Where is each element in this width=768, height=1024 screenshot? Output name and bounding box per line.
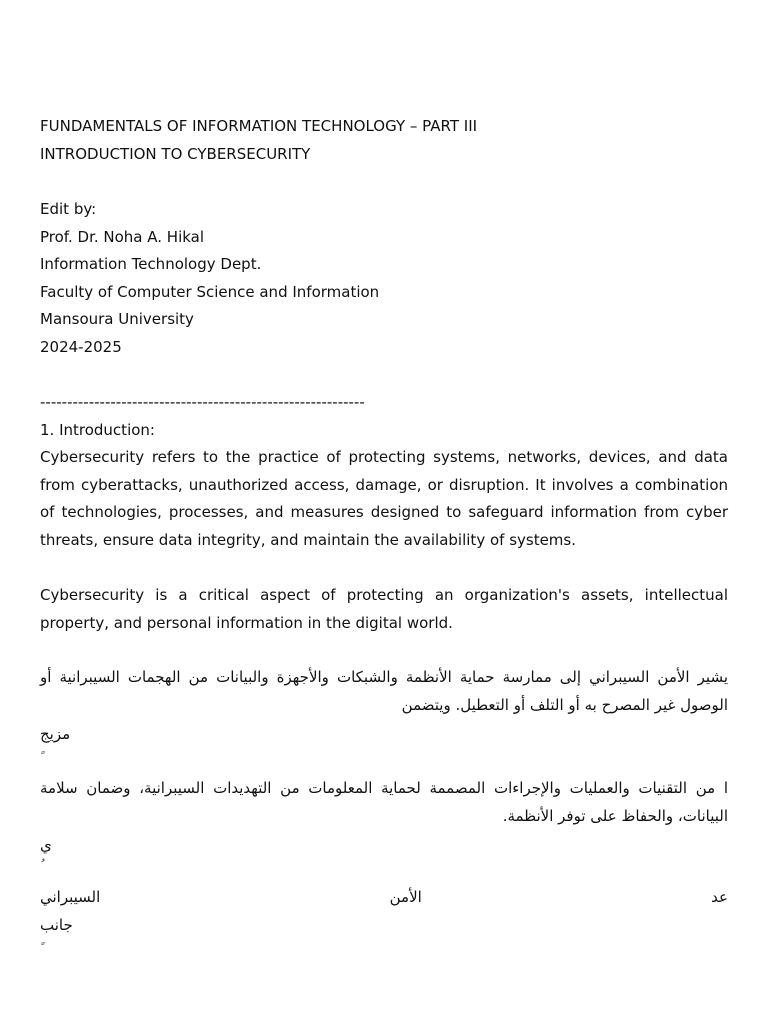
document-subtitle: INTRODUCTION TO CYBERSECURITY [40,145,311,163]
arabic-spread-word: الأمن [389,888,422,906]
author-name: Prof. Dr. Noha A. Hikal [40,228,205,246]
faculty: Faculty of Computer Science and Information [40,283,380,301]
university: Mansoura University [40,310,194,328]
section-heading: 1. Introduction: [40,421,155,439]
department: Information Technology Dept. [40,255,262,273]
arabic-word-2: جانب [40,916,73,934]
arabic-spread-word: السيبراني [40,888,101,906]
arabic-paragraph-1: يشير الأمن السيبراني إلى ممارسة حماية الأنظمة والشبكات والأجهزة والبيانات من الهجمات السيبرانية أو الوصول غير المصرح به أو التلف أو التعطيل. ويتضمن [40,668,728,714]
arabic-paragraph-2: ا من التقنيات والعمليات والإجراءات المصممة لحماية المعلومات من التهديدات السيبرانية، وضمان سلامة البيانات، والحفاظ على توفر الأنظمة. [40,779,728,825]
section-divider: ------------------------------------------------------------ [40,393,365,411]
arabic-spread-line [40,887,728,907]
paragraph-1: Cybersecurity refers to the practice of protecting systems, networks, devices, and data from cyberattacks, unauthorized access, damage, or disruption. It involves a combination of technologies, processes, and measures designed to safeguard information from cyber threats, ensure data integrity, and maintain the availability of systems. [40,448,728,549]
course-title: FUNDAMENTALS OF INFORMATION TECHNOLOGY – PART III [40,117,478,135]
arabic-word-1: مزيج [40,725,71,743]
paragraph-2: Cybersecurity is a critical aspect of protecting an organization's assets, intellectual property, and personal information in the digital world. [40,586,728,632]
arabic-letter: ي [40,836,52,854]
arabic-spread-word: عد [711,888,728,906]
edit-by-label: Edit by: [40,200,97,218]
academic-year: 2024-2025 [40,338,122,356]
